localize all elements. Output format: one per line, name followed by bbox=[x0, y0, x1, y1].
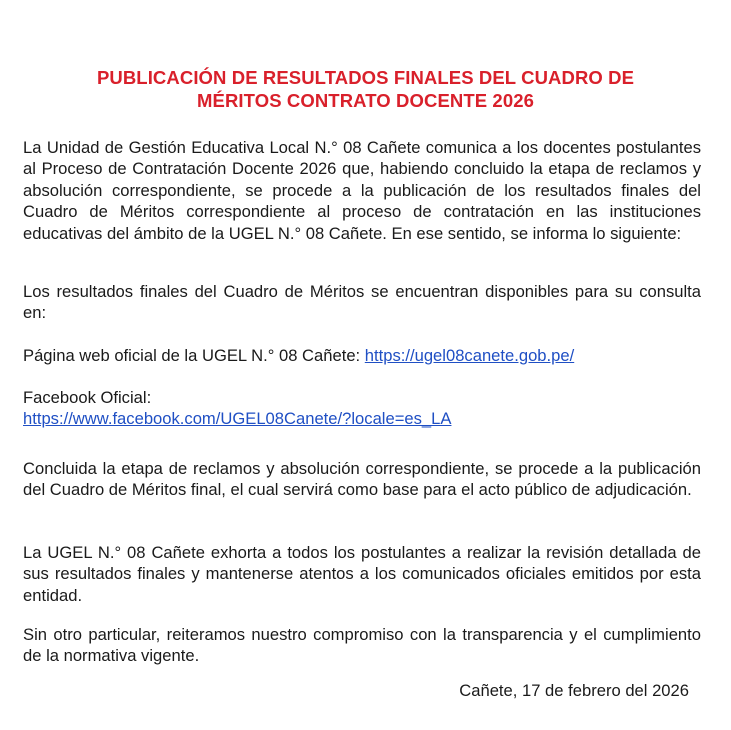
closing-paragraph: Sin otro particular, reiteramos nuestro compromiso con la transparencia y el cumplimiento de la normativa vigente. bbox=[23, 625, 701, 666]
exhortation-paragraph: La UGEL N.° 08 Cañete exhorta a todos los postulantes a realizar la revisión detallada de sus resultados finales y mantenerse atentos a los comunicados oficiales emitidos por esta entidad. bbox=[23, 543, 701, 605]
title-line-2: MÉRITOS CONTRATO DOCENTE 2026 bbox=[197, 90, 534, 111]
conclusion-paragraph: Concluida la etapa de reclamos y absolución correspondiente, se procede a la publicación del Cuadro de Méritos final, el cual servirá como base para el acto público de adjudicación. bbox=[23, 459, 701, 500]
facebook-link[interactable]: https://www.facebook.com/UGEL08Canete/?locale=es_LA bbox=[23, 409, 452, 429]
facebook-paragraph bbox=[23, 387, 701, 430]
availability-paragraph: Los resultados finales del Cuadro de Méritos se encuentran disponibles para su consulta en: bbox=[23, 282, 701, 323]
page-title bbox=[24, 66, 707, 112]
title-line-1: PUBLICACIÓN DE RESULTADOS FINALES DEL CUADRO DE bbox=[96, 67, 635, 88]
website-link[interactable]: https://ugel08canete.gob.pe/ bbox=[364, 346, 575, 365]
place-date: Cañete, 17 de febrero del 2026 bbox=[459, 681, 689, 700]
website-label: Página web oficial de la UGEL N.° 08 Cañete: bbox=[23, 346, 365, 365]
facebook-label: Facebook Oficial: bbox=[23, 388, 152, 407]
website-paragraph bbox=[23, 345, 701, 366]
intro-paragraph: La Unidad de Gestión Educativa Local N.° 08 Cañete comunica a los docentes postulantes al Proceso de Contratación Docente 2026 que, habiendo concluido la etapa de reclamos y absolución correspondiente, se procede a la publicación de los resultados finales del Cuadro de Méritos correspondiente al proceso de contratación en las instituciones educativas del ámbito de la UGEL N.° 08 Cañete. En ese sentido, se informa lo siguiente: bbox=[23, 138, 701, 243]
